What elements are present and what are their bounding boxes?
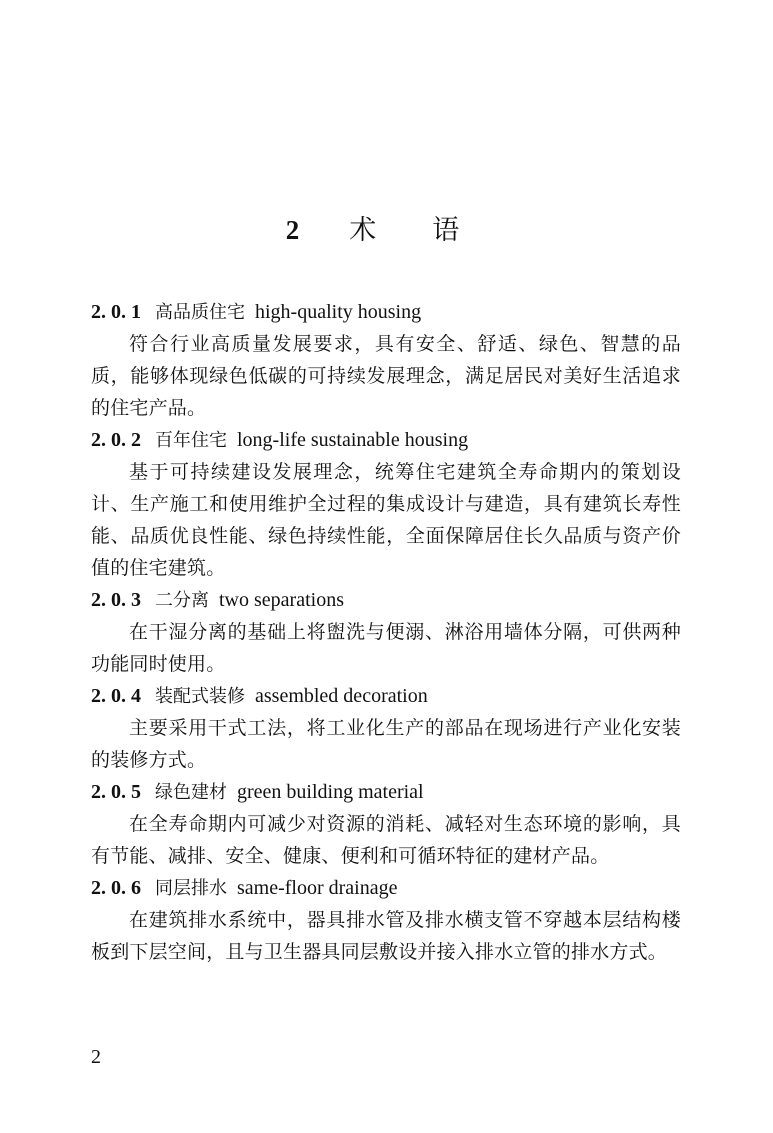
term-heading (91, 680, 681, 712)
term-definition: 符合行业高质量发展要求，具有安全、舒适、绿色、智慧的品质，能够体现绿色低碳的可持续发展理念，满足居民对美好生活追求的住宅产品。 (91, 333, 681, 419)
chapter-title-char: 语 (432, 215, 460, 246)
term-chinese: 装配式装修 (155, 686, 245, 707)
term-heading (91, 424, 681, 456)
term-chinese: 绿色建材 (155, 782, 227, 803)
term-entry (91, 872, 681, 968)
term-definition: 主要采用干式工法，将工业化生产的部品在现场进行产业化安装的装修方式。 (91, 717, 681, 771)
term-heading (91, 776, 681, 808)
terms-list (91, 296, 681, 968)
term-entry (91, 584, 681, 680)
term-heading (91, 584, 681, 616)
term-english: high-quality housing (255, 301, 422, 323)
term-entry (91, 424, 681, 584)
chapter-title-char: 术 (349, 215, 377, 246)
term-chinese: 高品质住宅 (155, 302, 245, 323)
term-number: 2. 0. 5 (91, 781, 141, 803)
term-definition: 在建筑排水系统中，器具排水管及排水横支管不穿越本层结构楼板到下层空间，且与卫生器具同层敷设并接入排水立管的排水方式。 (91, 909, 681, 963)
term-english: assembled decoration (255, 685, 428, 707)
term-number: 2. 0. 6 (91, 877, 141, 899)
term-entry (91, 296, 681, 424)
term-number: 2. 0. 1 (91, 301, 141, 323)
term-definition: 基于可持续建设发展理念，统筹住宅建筑全寿命期内的策划设计、生产施工和使用维护全过程的集成设计与建造，具有建筑长寿性能、品质优良性能、绿色持续性能，全面保障居住长久品质与资产价值的住宅建筑。 (91, 461, 681, 579)
term-number: 2. 0. 3 (91, 589, 141, 611)
page-number: 2 (91, 1046, 101, 1068)
term-number: 2. 0. 2 (91, 429, 141, 451)
term-definition: 在干湿分离的基础上将盥洗与便溺、淋浴用墙体分隔，可供两种功能同时使用。 (91, 621, 681, 675)
chapter-title (0, 208, 773, 253)
term-heading (91, 872, 681, 904)
term-english: long-life sustainable housing (237, 429, 469, 451)
term-english: two separations (219, 589, 344, 611)
term-english: same-floor drainage (237, 877, 398, 899)
chapter-number: 2 (285, 215, 300, 245)
term-chinese: 同层排水 (155, 878, 227, 899)
term-english: green building material (237, 781, 424, 803)
term-definition: 在全寿命期内可减少对资源的消耗、减轻对生态环境的影响，具有节能、减排、安全、健康、便利和可循环特征的建材产品。 (91, 813, 681, 867)
term-number: 2. 0. 4 (91, 685, 141, 707)
term-heading (91, 296, 681, 328)
term-chinese: 百年住宅 (155, 430, 227, 451)
term-chinese: 二分离 (155, 590, 209, 611)
term-entry (91, 776, 681, 872)
term-entry (91, 680, 681, 776)
